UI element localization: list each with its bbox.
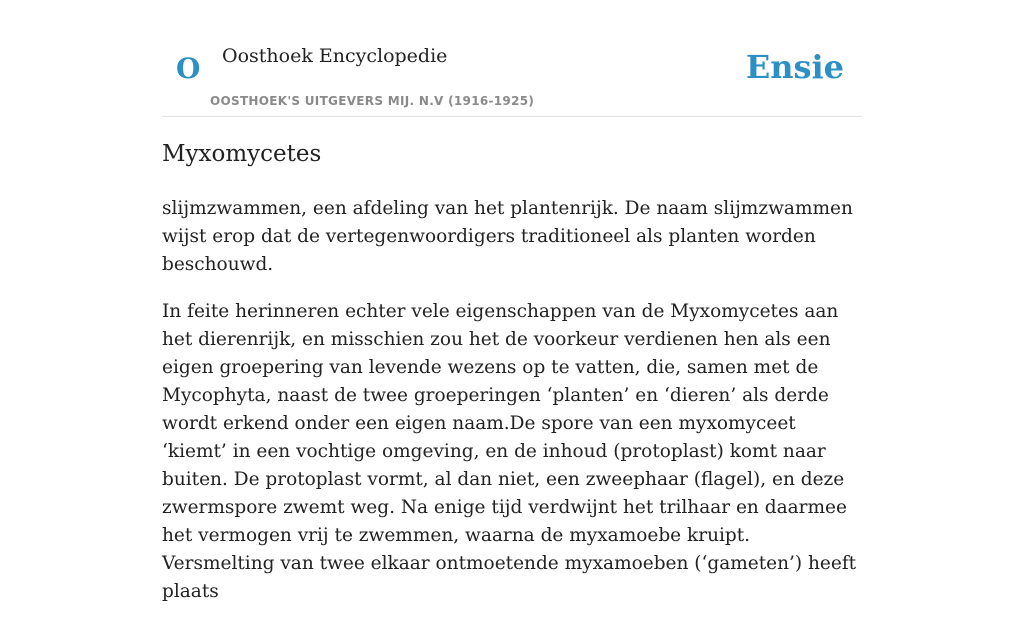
publication-title[interactable]: Oosthoek Encyclopedie	[222, 45, 448, 67]
article-title: Myxomycetes	[162, 141, 322, 167]
publication-logo-icon[interactable]: O	[176, 52, 201, 85]
article-content	[162, 137, 862, 625]
ensie-logo-link[interactable]: Ensie	[745, 48, 844, 86]
site-header	[162, 0, 862, 117]
article-paragraph: In feite herinneren echter vele eigenschappen van de Myxomycetes aan het dierenrijk, en misschien zou het de voorkeur verdienen hen als een eigen groepering van levende wezens op te vatten, die, samen met de Mycophyta, naast de twee groeperingen ‘planten’ en ‘dieren’ als derde wordt erkend onder een eigen naam.De spore van een myxomyceet ‘kiemt’ in een vochtige omgeving, en de inhoud (protoplast) komt naar buiten. De protoplast vormt, al dan niet, een zweephaar (flagel), en deze zwermspore zwemt weg. Na enige tijd verdwijnt het trilhaar en daarmee het vermogen vrij te zwemmen, waarna de myxamoebe kruipt. Versmelting van twee elkaar ontmoetende myxamoeben (‘gameten’) heeft plaats	[162, 301, 857, 602]
article-paragraph: slijmzwammen, een afdeling van het plantenrijk. De naam slijmzwammen wijst erop dat de vertegenwoordigers traditioneel als planten worden beschouwd.	[162, 198, 853, 275]
publisher-label: OOSTHOEK'S UITGEVERS MIJ. N.V (1916-1925)	[210, 94, 535, 108]
